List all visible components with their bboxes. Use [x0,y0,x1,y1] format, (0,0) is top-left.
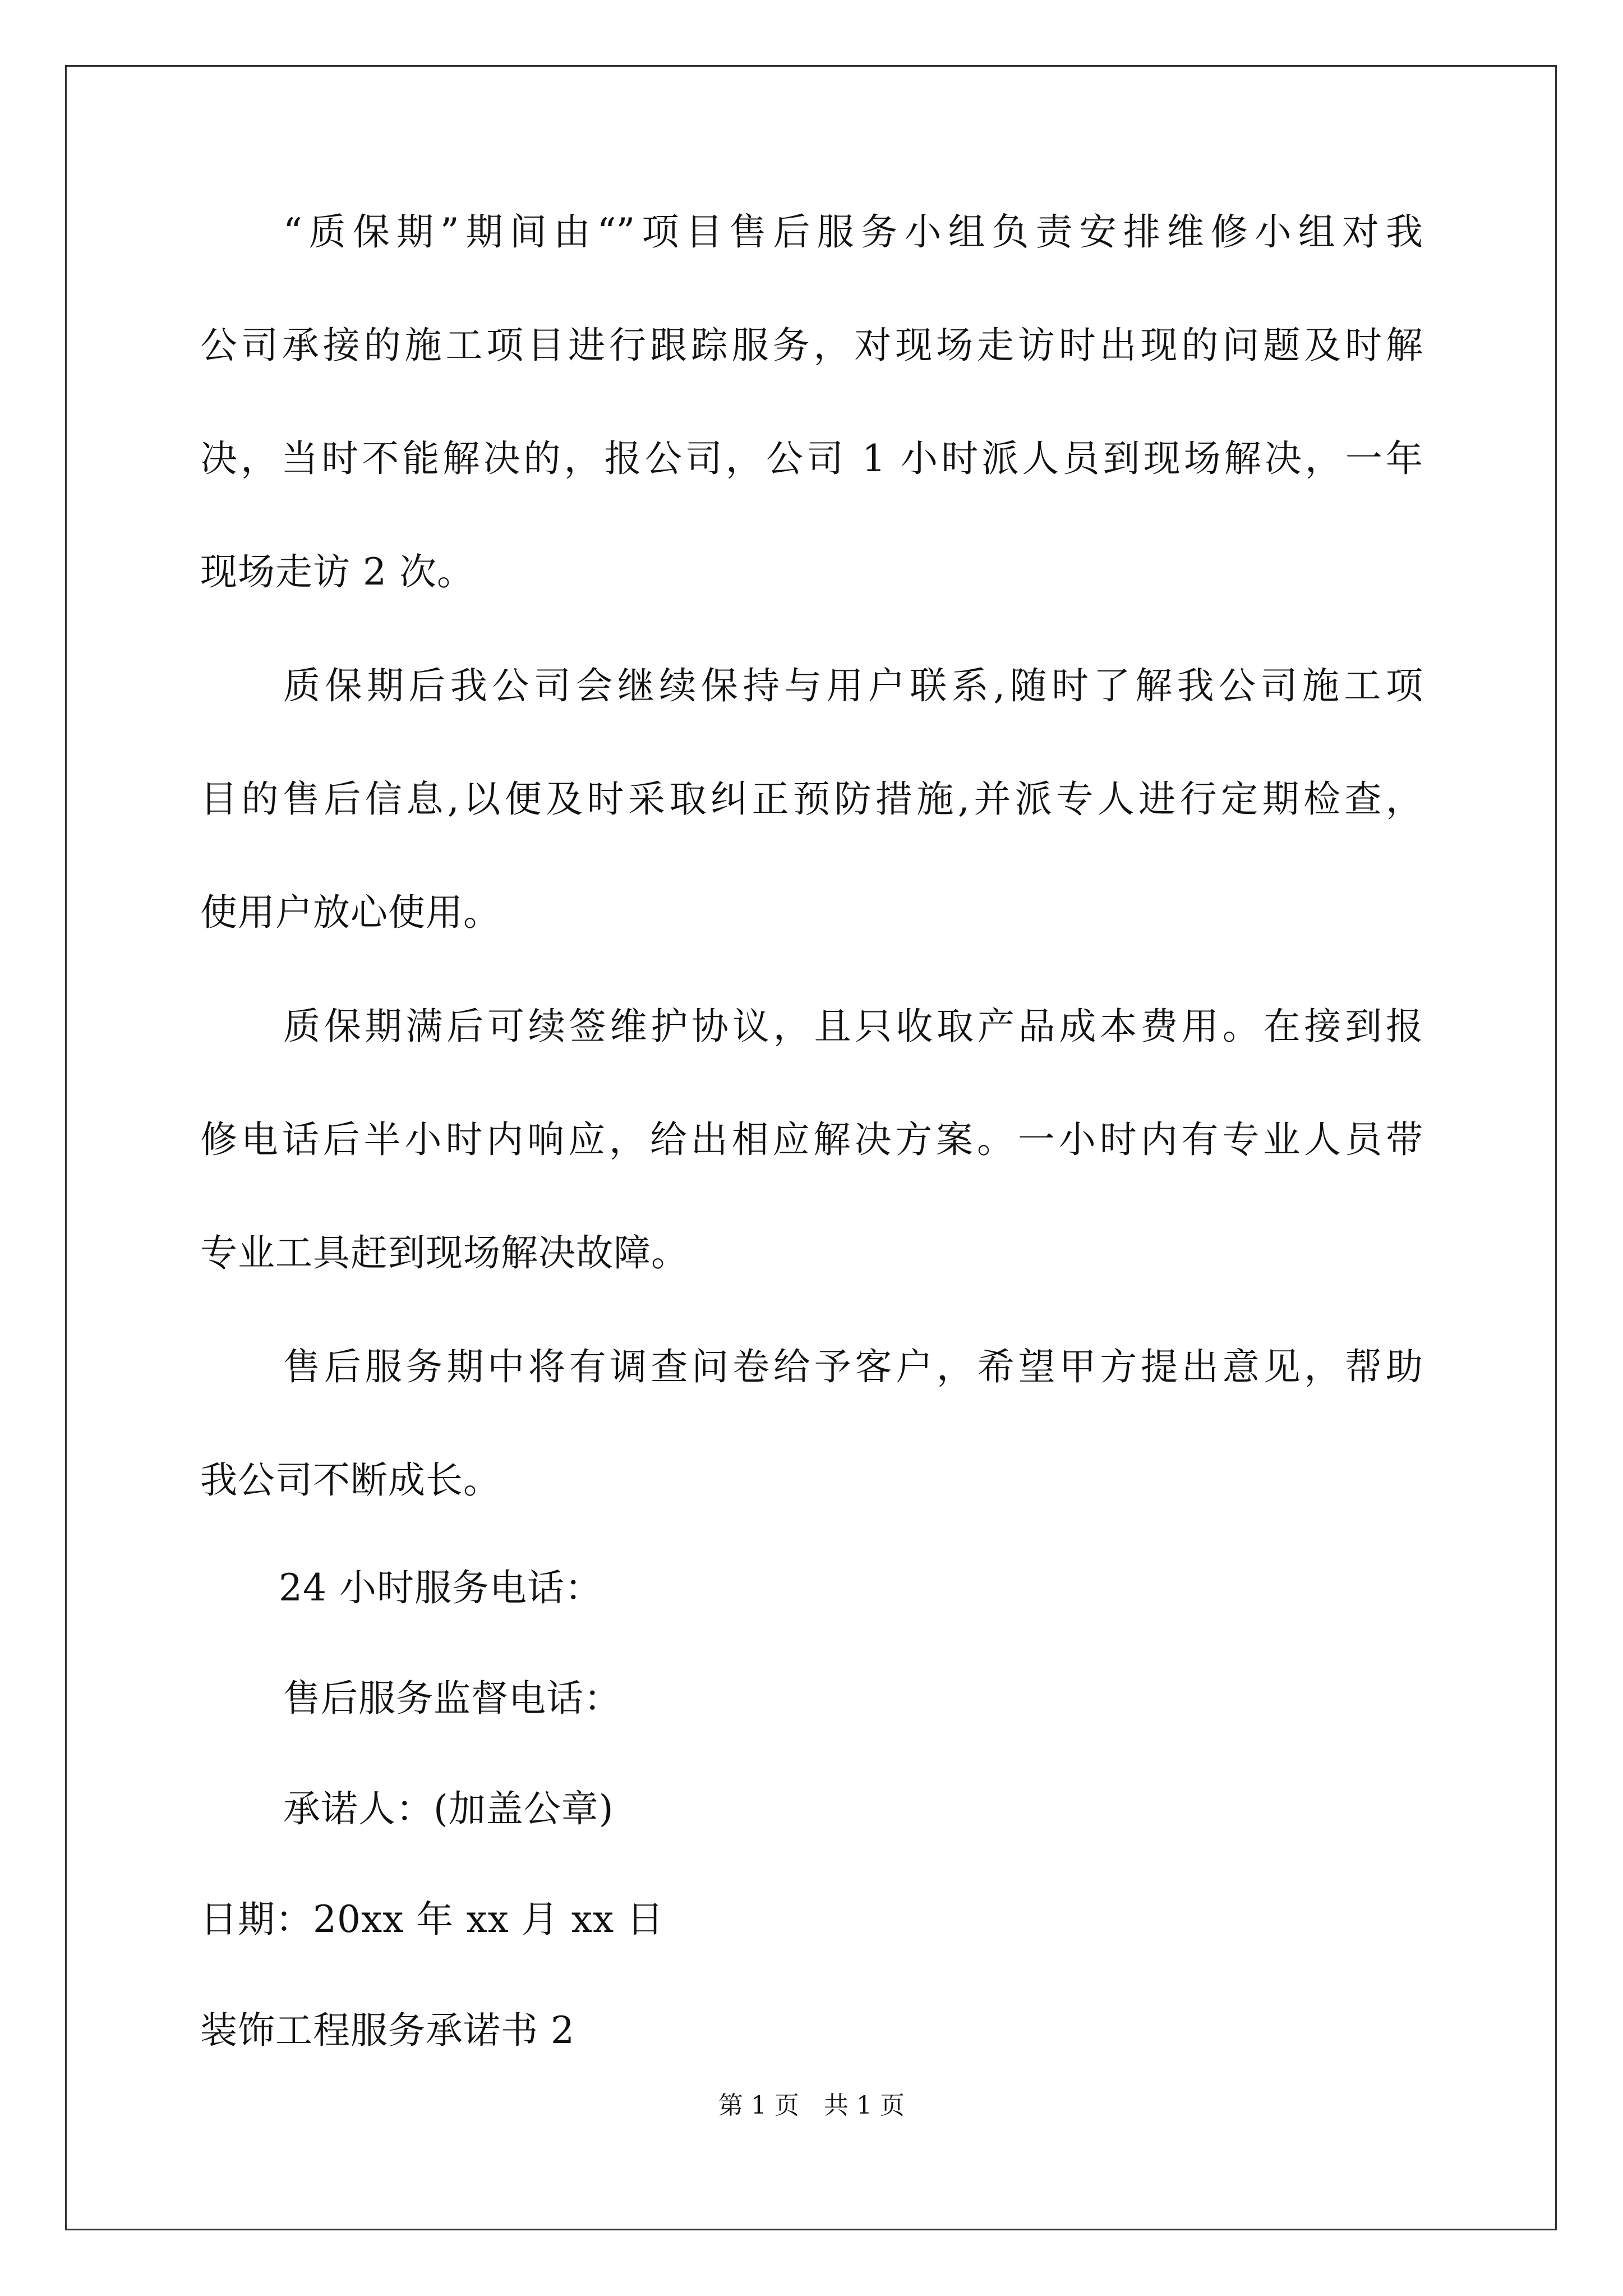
next-document-heading: 装饰工程服务承诺书 2 [200,2009,575,2052]
supervision-phone-label: 售后服务监督电话： [283,1677,621,1720]
paragraph-2-line-1: 质保期后我公司会继续保持与用户联系,随时了解我公司施工项 [283,664,1423,707]
page-footer: 第 1 页 共 1 页 [718,2091,905,2120]
paragraph-3-line-3: 专业工具赶到现场解决故障。 [200,1231,689,1274]
paragraph-3-line-2: 修电话后半小时内响应，给出相应解决方案。一小时内有专业人员带 [200,1118,1423,1161]
paragraph-2-line-2: 目的售后信息,以便及时采取纠正预防措施,并派专人进行定期检查， [200,777,1423,821]
paragraph-3-line-1: 质保期满后可续签维护协议，且只收取产品成本费用。在接到报 [283,1005,1423,1048]
paragraph-1-line-4: 现场走访 2 次。 [200,550,474,593]
paragraph-1-line-3: 决，当时不能解决的，报公司，公司 1 小时派人员到现场解决，一年 [200,437,1423,480]
date-line: 日期：20xx 年 xx 月 xx 日 [200,1898,665,1941]
paragraph-4-line-2: 我公司不断成长。 [200,1458,501,1502]
promisor-label: 承诺人：(加盖公章) [283,1787,614,1830]
paragraph-1-line-1: “质保期”期间由“”项目售后服务小组负责安排维修小组对我 [283,210,1423,254]
paragraph-2-line-3: 使用户放心使用。 [200,891,501,934]
paragraph-4-line-1: 售后服务期中将有调查问卷给予客户，希望甲方提出意见，帮助 [283,1345,1423,1388]
paragraph-1-line-2: 公司承接的施工项目进行跟踪服务，对现场走访时出现的问题及时解 [200,324,1423,367]
service-phone-label: 24 小时服务电话： [279,1566,602,1609]
